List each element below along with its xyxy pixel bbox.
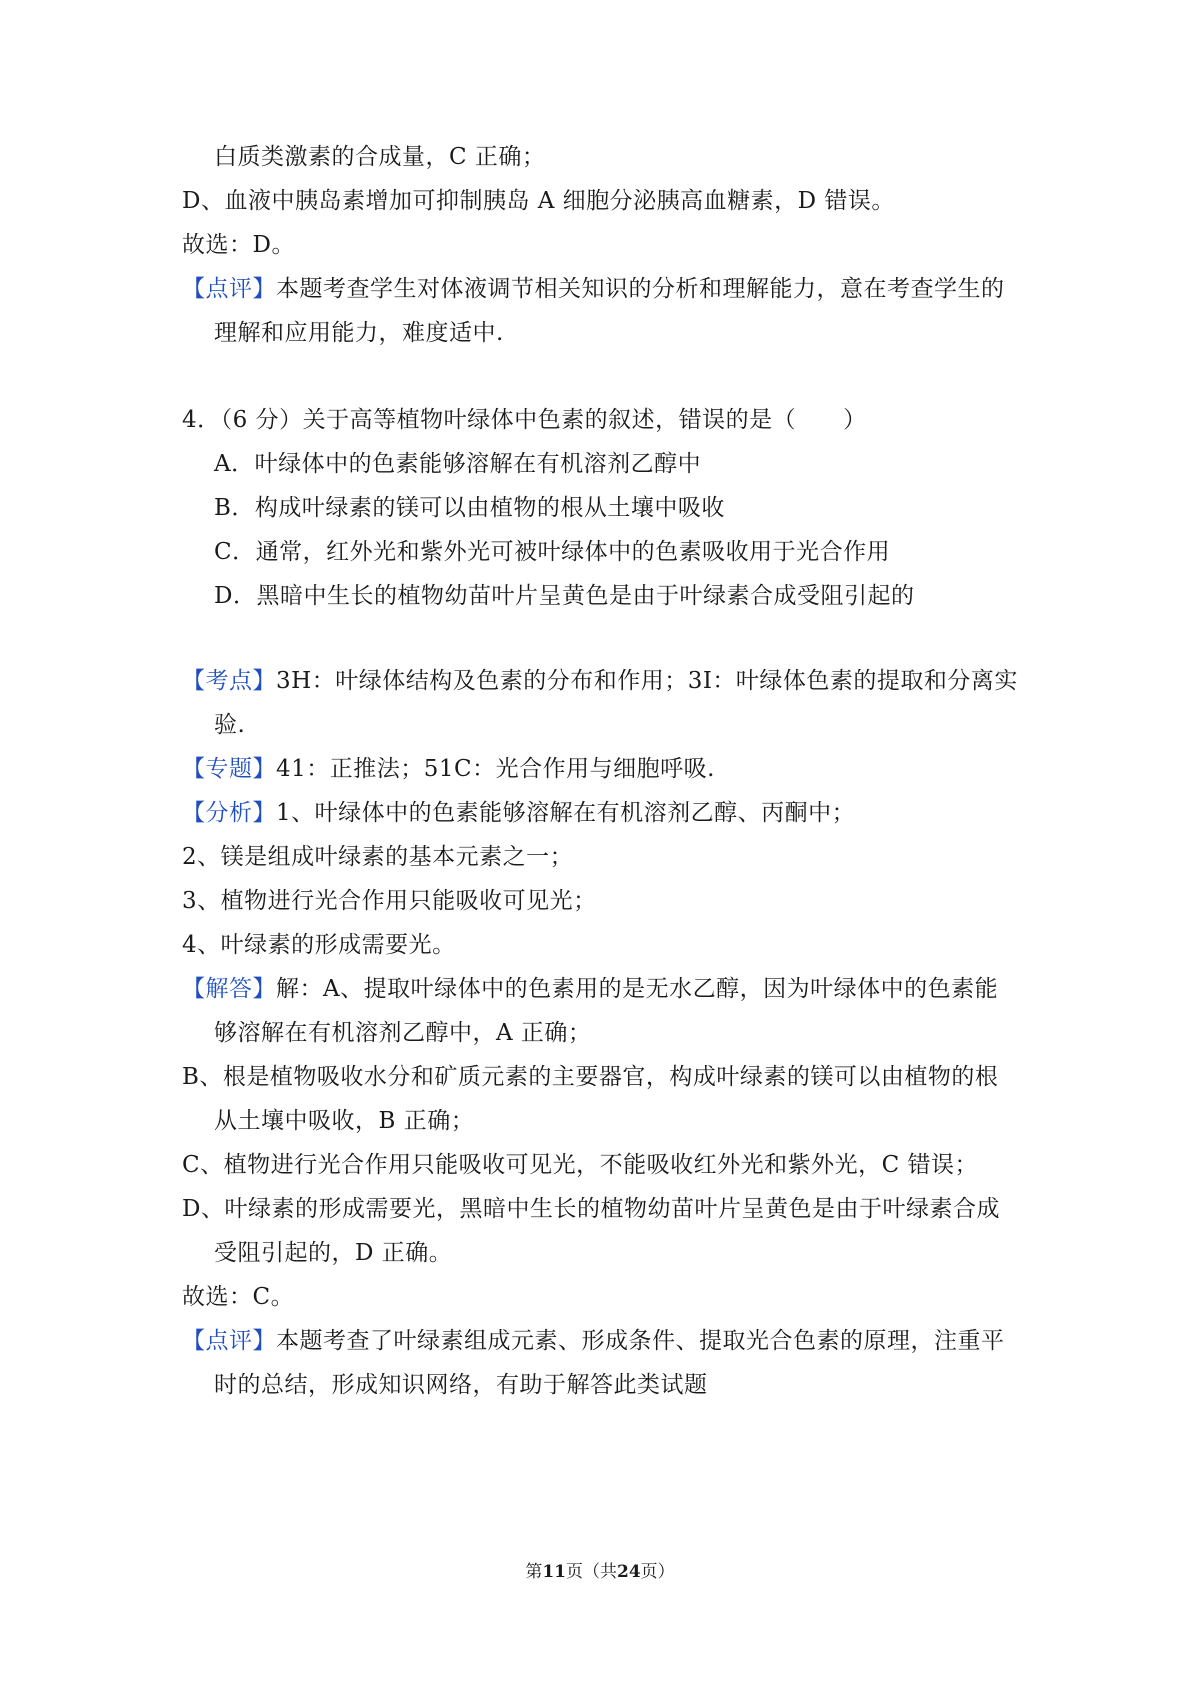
text-line <box>214 710 245 740</box>
section-tag: 【点评】 <box>182 1328 276 1354</box>
line-text: 理解和应用能力，难度适中. <box>214 320 504 346</box>
text-line <box>182 1326 1005 1356</box>
text-line <box>214 142 545 172</box>
line-text: D、血液中胰岛素增加可抑制胰岛 A 细胞分泌胰高血糖素，D 错误。 <box>182 188 895 214</box>
text-line <box>182 230 295 260</box>
line-text: 1、叶绿体中的色素能够溶解在有机溶剂乙醇、丙酮中； <box>276 800 856 826</box>
text-line <box>182 798 855 828</box>
text-line <box>182 1194 1000 1224</box>
footer-suffix: 页） <box>640 1562 675 1582</box>
text-line <box>182 405 867 435</box>
text-line <box>214 1106 474 1136</box>
footer-page-number: 11 <box>542 1562 566 1582</box>
line-text: 4．（6 分）关于高等植物叶绿体中色素的叙述，错误的是（ ） <box>182 407 867 433</box>
text-line <box>182 754 715 784</box>
line-text: 验. <box>214 712 246 738</box>
line-text: 本题考查学生对体液调节相关知识的分析和理解能力，意在考查学生的 <box>276 276 1005 302</box>
text-line <box>182 1282 294 1312</box>
line-text: 故选：C。 <box>182 1284 295 1310</box>
text-line <box>182 1062 998 1092</box>
line-text: 时的总结，形成知识网络，有助于解答此类试题 <box>214 1372 708 1398</box>
line-text: 够溶解在有机溶剂乙醇中，A 正确； <box>214 1020 592 1046</box>
text-line <box>214 1238 452 1268</box>
page-footer <box>0 1560 1200 1584</box>
line-text: 故选：D。 <box>182 232 295 258</box>
line-text: C、植物进行光合作用只能吸收可见光，不能吸收红外光和紫外光，C 错误； <box>182 1152 979 1178</box>
line-text: 3、植物进行光合作用只能吸收可见光； <box>182 888 597 914</box>
line-text: 41：正推法；51C：光合作用与细胞呼吸. <box>276 756 715 782</box>
section-tag: 【考点】 <box>182 668 276 694</box>
line-text: A．叶绿体中的色素能够溶解在有机溶剂乙醇中 <box>214 451 702 477</box>
text-line <box>182 886 597 916</box>
line-text: D．黑暗中生长的植物幼苗叶片呈黄色是由于叶绿素合成受阻引起的 <box>214 583 915 609</box>
text-line <box>214 1018 591 1048</box>
text-line <box>214 449 701 479</box>
line-text: D、叶绿素的形成需要光，黑暗中生长的植物幼苗叶片呈黄色是由于叶绿素合成 <box>182 1196 1000 1222</box>
line-text: 白质类激素的合成量，C 正确； <box>214 144 546 170</box>
text-line <box>182 842 573 872</box>
text-line <box>182 974 998 1004</box>
line-text: C．通常，红外光和紫外光可被叶绿体中的色素吸收用于光合作用 <box>214 539 891 565</box>
text-line <box>214 1370 708 1400</box>
section-tag: 【解答】 <box>182 976 276 1002</box>
line-text: 4、叶绿素的形成需要光。 <box>182 932 456 958</box>
section-tag: 【专题】 <box>182 756 276 782</box>
line-text: 从土壤中吸收，B 正确； <box>214 1108 475 1134</box>
line-text: 解：A、提取叶绿体中的色素用的是无水乙醇，因为叶绿体中的色素能 <box>276 976 999 1002</box>
section-tag: 【点评】 <box>182 276 276 302</box>
line-text: 受阻引起的，D 正确。 <box>214 1240 453 1266</box>
footer-middle: 页（共 <box>566 1562 617 1582</box>
text-line <box>182 1150 978 1180</box>
line-text: 2、镁是组成叶绿素的基本元素之一； <box>182 844 574 870</box>
text-line <box>214 318 504 348</box>
line-text: 3H：叶绿体结构及色素的分布和作用；3I：叶绿体色素的提取和分离实 <box>276 668 1018 694</box>
section-tag: 【分析】 <box>182 800 276 826</box>
line-text: B．构成叶绿素的镁可以由植物的根从土壤中吸收 <box>214 495 725 521</box>
line-text: 本题考查了叶绿素组成元素、形成条件、提取光合色素的原理，注重平 <box>276 1328 1005 1354</box>
text-line <box>182 274 1005 304</box>
footer-prefix: 第 <box>525 1562 543 1582</box>
text-line <box>214 493 725 523</box>
text-line <box>182 666 1018 696</box>
text-line <box>182 186 895 216</box>
text-line <box>182 930 456 960</box>
line-text: B、根是植物吸收水分和矿质元素的主要器官，构成叶绿素的镁可以由植物的根 <box>182 1064 999 1090</box>
footer-total-pages: 24 <box>617 1562 641 1582</box>
text-line <box>214 537 890 567</box>
text-line <box>214 581 914 611</box>
